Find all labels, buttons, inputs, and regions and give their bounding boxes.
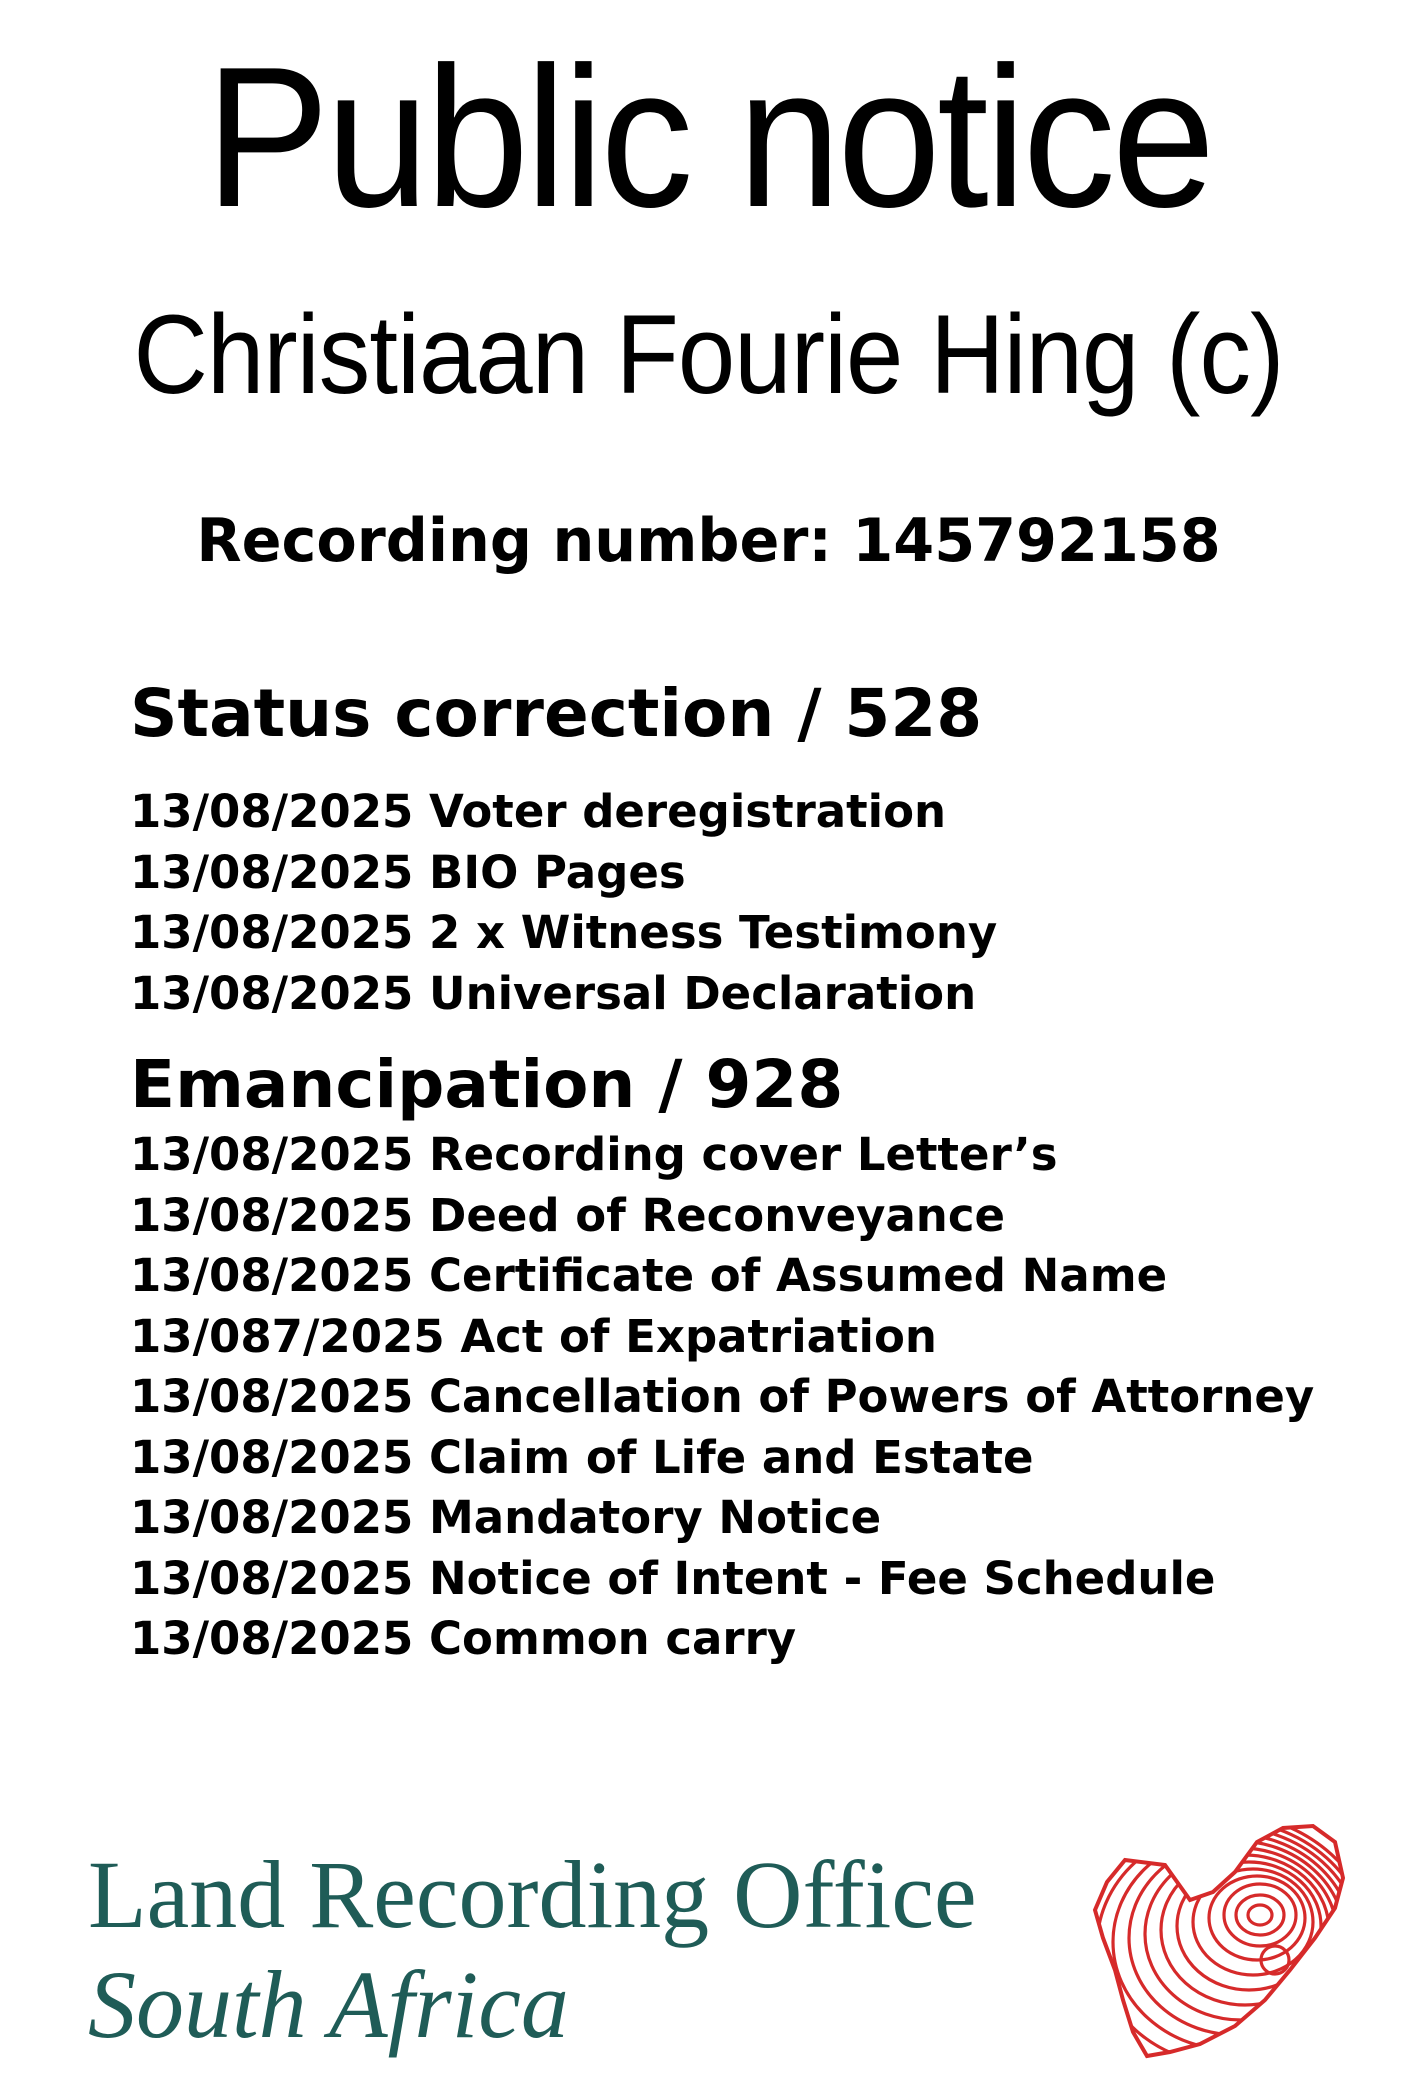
list-item: 13/087/2025 Act of Expatriation <box>130 1309 937 1363</box>
list-item: 13/08/2025 Voter deregistration <box>130 785 947 838</box>
list-item: 13/08/2025 BIO Pages <box>130 845 686 899</box>
list-item: 13/08/2025 Common carry <box>130 1612 797 1665</box>
list-item: 13/08/2025 Mandatory Notice <box>130 1491 882 1544</box>
section-heading-status-correction: Status correction / 528 <box>130 675 983 752</box>
notice-person-name: Christiaan Fourie Hing (c) <box>133 292 1284 417</box>
list-item: 13/08/2025 Notice of Intent - Fee Schedule <box>130 1551 1216 1605</box>
recording-number: Recording number: 145792158 <box>196 506 1221 576</box>
south-africa-map-fingerprint-icon <box>1085 1820 1355 2070</box>
office-name: Land Recording Office <box>88 1841 977 1948</box>
notice-title: Public notice <box>205 26 1212 249</box>
office-country: South Africa <box>88 1951 569 2058</box>
list-item: 13/08/2025 Universal Declaration <box>130 966 977 1020</box>
list-item: 13/08/2025 Claim of Life and Estate <box>130 1430 1034 1484</box>
list-item: 13/08/2025 Cancellation of Powers of Attorney <box>130 1370 1315 1423</box>
status-correction-list <box>130 782 997 1024</box>
list-item: 13/08/2025 Certificate of Assumed Name <box>130 1249 1168 1302</box>
emancipation-list <box>130 1125 1314 1670</box>
list-item: 13/08/2025 2 x Witness Testimony <box>130 906 998 959</box>
section-heading-emancipation: Emancipation / 928 <box>130 1046 844 1123</box>
list-item: 13/08/2025 Deed of Reconveyance <box>130 1188 1006 1242</box>
list-item: 13/08/2025 Recording cover Letter’s <box>130 1128 1058 1181</box>
